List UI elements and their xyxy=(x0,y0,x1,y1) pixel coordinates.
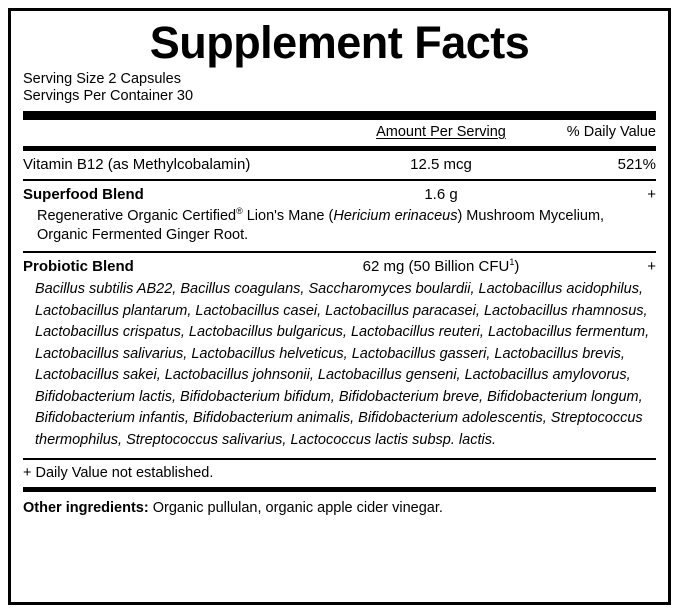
nutrient-name: Vitamin B12 (as Methylcobalamin) xyxy=(23,156,251,173)
superfood-blend-row xyxy=(23,181,656,207)
page-title: Supplement Facts xyxy=(149,17,530,68)
superfood-ing-pre: Regenerative Organic Certified xyxy=(37,208,237,224)
probiotic-blend-daily-value: + xyxy=(647,258,656,275)
header-daily-value: % Daily Value xyxy=(566,124,656,140)
other-ingredients-label: Other ingredients: xyxy=(23,499,149,516)
probiotic-blend-name: Probiotic Blend xyxy=(23,258,134,275)
superfood-ing-post: ) Mushroom Mycelium, Organic Fermented Ginger Root. xyxy=(37,208,605,243)
serving-size: Serving Size 2 Capsules xyxy=(23,71,181,87)
header-amount-per-serving: Amount Per Serving xyxy=(376,124,506,140)
column-headers xyxy=(23,120,656,146)
superfood-blend-amount: 1.6 g xyxy=(424,186,458,203)
probiotic-blend-row xyxy=(23,253,656,279)
superfood-blend-daily-value: + xyxy=(647,186,656,203)
other-ingredients xyxy=(23,492,656,517)
nutrient-row xyxy=(23,151,656,179)
label-content xyxy=(23,17,656,517)
probiotic-blend-amount xyxy=(336,257,546,276)
nutrient-daily-value: 521% xyxy=(617,156,656,173)
probiotic-amount-pre: 62 mg (50 Billion CFU xyxy=(362,258,510,275)
superfood-ing-mid: Lion's Mane ( xyxy=(242,208,334,224)
daily-value-footnote: + Daily Value not established. xyxy=(23,464,214,481)
superfood-ing-species: Hericium erinaceus xyxy=(333,208,458,224)
probiotic-amount-post: ) xyxy=(514,258,520,275)
superfood-blend-ingredients xyxy=(23,207,656,251)
nutrient-amount: 12.5 mcg xyxy=(410,156,472,173)
divider-thick-top xyxy=(23,111,656,120)
probiotic-blend-ingredients: Bacillus subtilis AB22, Bacillus coagulans, Saccharomyces boulardii, Lactobacillus acidophilus, Lactobacillus plantarum, Lactobacillus casei, Lactobacillus paracasei, Lactobacillus rhamnosus, Lactobacillus crispatus, Lactobacillus bulgaricus, Lactobacillus reuteri, Lactobacillus fermentum, Lactobacillus salivarius, Lactobacillus helveticus, Lactobacillus gasseri, Lactobacillus brevis, Lactobacillus sakei, Lactobacillus johnsonii, Lactobacillus genseni, Lactobacillus amylovorus, Bifidobacterium lactis, Bifidobacterium bifidum, Bifidobacterium breve, Bifidobacterium longum, Bifidobacterium infantis, Bifidobacterium animalis, Bifidobacterium adolescentis, Streptococcus thermophilus, Streptococcus salivarius, Lactococcus lactis subsp. lactis. xyxy=(35,281,650,448)
superfood-blend-name: Superfood Blend xyxy=(23,186,144,203)
footnote-marker-icon: 1 xyxy=(509,257,515,267)
other-ingredients-value: Organic pullulan, organic apple cider vinegar. xyxy=(148,499,443,516)
supplement-facts-panel xyxy=(8,8,671,605)
servings-per-container: Servings Per Container 30 xyxy=(23,88,194,104)
registered-mark-icon: ® xyxy=(236,206,243,217)
